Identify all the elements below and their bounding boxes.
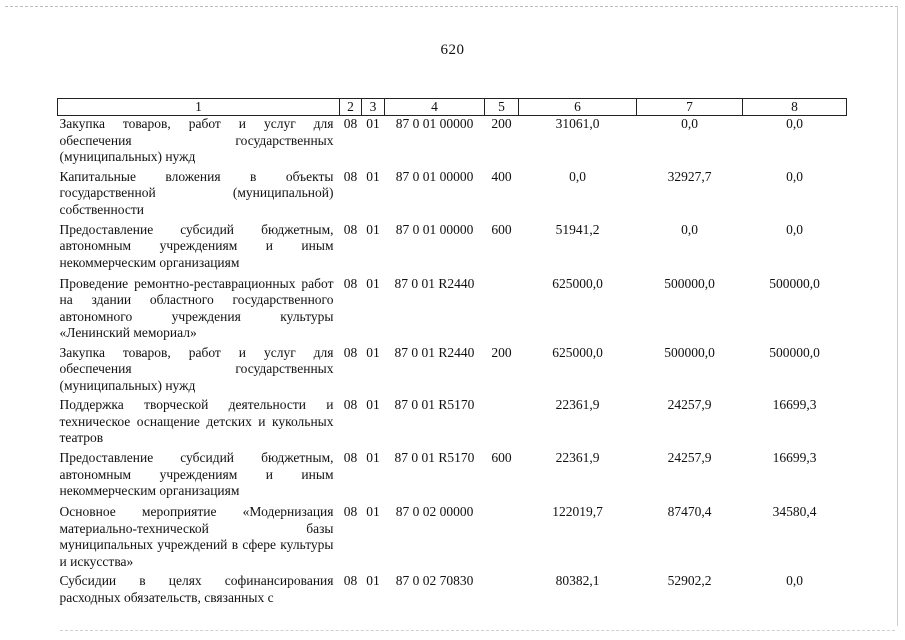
row-expense-type <box>485 573 519 610</box>
row-amount-col8: 16699,3 <box>772 450 817 465</box>
row-amount-col6: 22361,9 <box>555 450 600 465</box>
row-section: 08 <box>343 344 358 360</box>
table-row <box>58 573 847 610</box>
row-target-article: 87 0 01 00000 <box>395 168 474 184</box>
row-amount-col6: 22361,9 <box>555 397 600 412</box>
row-name: Закупка товаров, работ и услуг для обеспечения государственных (муниципальных) нужд <box>59 116 334 164</box>
row-amount-col8: 500000,0 <box>769 275 820 291</box>
row-amount-col7: 24257,9 <box>667 397 712 412</box>
row-name: Предоставление субсидий бюджетным, автономным учреждениям и иным некоммерческим организациям <box>59 450 334 498</box>
row-target-article: 87 0 01 R5170 <box>394 450 475 465</box>
row-expense-type: 600 <box>491 221 512 237</box>
row-name: Основное мероприятие «Модернизация материально-технической базы муниципальных учреждений в сфере культуры и искусства» <box>59 504 334 569</box>
row-subsection: 01 <box>366 504 380 519</box>
row-section: 08 <box>343 168 358 184</box>
row-amount-col7: 87470,4 <box>667 504 712 519</box>
row-amount-col7: 52902,2 <box>667 573 712 588</box>
row-subsection: 01 <box>366 275 380 291</box>
row-amount-col7: 24257,9 <box>667 450 712 465</box>
header-col-5: 5 <box>485 99 519 116</box>
row-name: Закупка товаров, работ и услуг для обеспечения государственных (муниципальных) нужд <box>59 344 334 393</box>
row-target-article: 87 0 01 00000 <box>395 116 474 131</box>
row-subsection: 01 <box>366 344 380 360</box>
row-subsection: 01 <box>366 116 380 131</box>
table-row <box>58 116 847 169</box>
row-amount-col8: 0,0 <box>786 573 803 588</box>
row-amount-col7: 500000,0 <box>664 275 715 291</box>
row-subsection: 01 <box>366 573 380 588</box>
row-name: Поддержка творческой деятельности и техническое оснащение детских и кукольных театров <box>59 397 334 445</box>
table-row <box>58 504 847 573</box>
row-amount-col6: 625000,0 <box>552 275 603 291</box>
row-name: Предоставление субсидий бюджетным, автономным учреждениям и иным некоммерческим организациям <box>59 221 334 270</box>
row-amount-col8: 0,0 <box>786 168 803 184</box>
row-target-article: 87 0 01 R5170 <box>394 397 475 412</box>
header-col-4: 4 <box>385 99 485 116</box>
page-number: 620 <box>440 42 465 58</box>
header-col-1: 1 <box>58 99 340 116</box>
budget-table <box>57 98 847 610</box>
row-amount-col7: 500000,0 <box>664 344 715 360</box>
row-amount-col6: 625000,0 <box>552 344 603 360</box>
header-col-7: 7 <box>637 99 743 116</box>
row-expense-type <box>485 397 519 450</box>
table-row <box>58 450 847 504</box>
row-amount-col6: 51941,2 <box>555 221 600 237</box>
table-row <box>58 276 847 345</box>
row-amount-col6: 80382,1 <box>555 573 600 588</box>
row-amount-col6: 0,0 <box>569 168 586 184</box>
row-expense-type: 400 <box>491 168 512 184</box>
row-amount-col8: 0,0 <box>786 221 803 237</box>
scan-edge-top <box>5 6 898 7</box>
row-name: Субсидии в целях софинансирования расходных обязательств, связанных с <box>59 573 334 605</box>
header-col-2: 2 <box>340 99 362 116</box>
row-amount-col8: 500000,0 <box>769 344 820 360</box>
row-amount-col7: 32927,7 <box>667 168 712 184</box>
row-subsection: 01 <box>366 450 380 465</box>
row-amount-col6: 31061,0 <box>555 116 600 131</box>
scan-edge-right <box>897 6 898 626</box>
table-row <box>58 222 847 276</box>
row-expense-type <box>485 276 519 345</box>
row-amount-col8: 16699,3 <box>772 397 817 412</box>
row-section: 08 <box>343 504 358 519</box>
row-section: 08 <box>343 573 358 588</box>
row-amount-col6: 122019,7 <box>552 504 603 519</box>
table-row <box>58 345 847 398</box>
row-name: Капитальные вложения в объекты государственной (муниципальной) собственности <box>59 168 334 217</box>
row-subsection: 01 <box>366 221 380 237</box>
row-section: 08 <box>343 397 358 412</box>
row-expense-type: 200 <box>491 344 512 360</box>
row-section: 08 <box>343 221 358 237</box>
row-amount-col8: 0,0 <box>786 116 803 131</box>
row-target-article: 87 0 01 R2440 <box>394 344 475 360</box>
row-amount-col8: 34580,4 <box>772 504 817 519</box>
header-col-6: 6 <box>519 99 637 116</box>
row-section: 08 <box>343 275 358 291</box>
table-header-row <box>58 99 847 116</box>
row-target-article: 87 0 01 00000 <box>395 221 474 237</box>
header-col-8: 8 <box>743 99 847 116</box>
row-target-article: 87 0 02 70830 <box>395 573 474 588</box>
row-target-article: 87 0 01 R2440 <box>394 275 475 291</box>
row-subsection: 01 <box>366 397 380 412</box>
row-section: 08 <box>343 450 358 465</box>
row-subsection: 01 <box>366 168 380 184</box>
row-amount-col7: 0,0 <box>681 221 698 237</box>
row-target-article: 87 0 02 00000 <box>395 504 474 519</box>
table-row <box>58 397 847 450</box>
row-expense-type: 600 <box>491 450 512 465</box>
row-expense-type: 200 <box>491 116 512 131</box>
scan-edge-bottom <box>60 630 895 631</box>
row-amount-col7: 0,0 <box>681 116 698 131</box>
row-section: 08 <box>343 116 358 131</box>
table-row <box>58 169 847 222</box>
row-name: Проведение ремонтно-реставрационных работ на здании областного государственного автономного учреждения культуры «Ленинский мемориал» <box>59 275 334 340</box>
header-col-3: 3 <box>362 99 385 116</box>
row-expense-type <box>485 504 519 573</box>
